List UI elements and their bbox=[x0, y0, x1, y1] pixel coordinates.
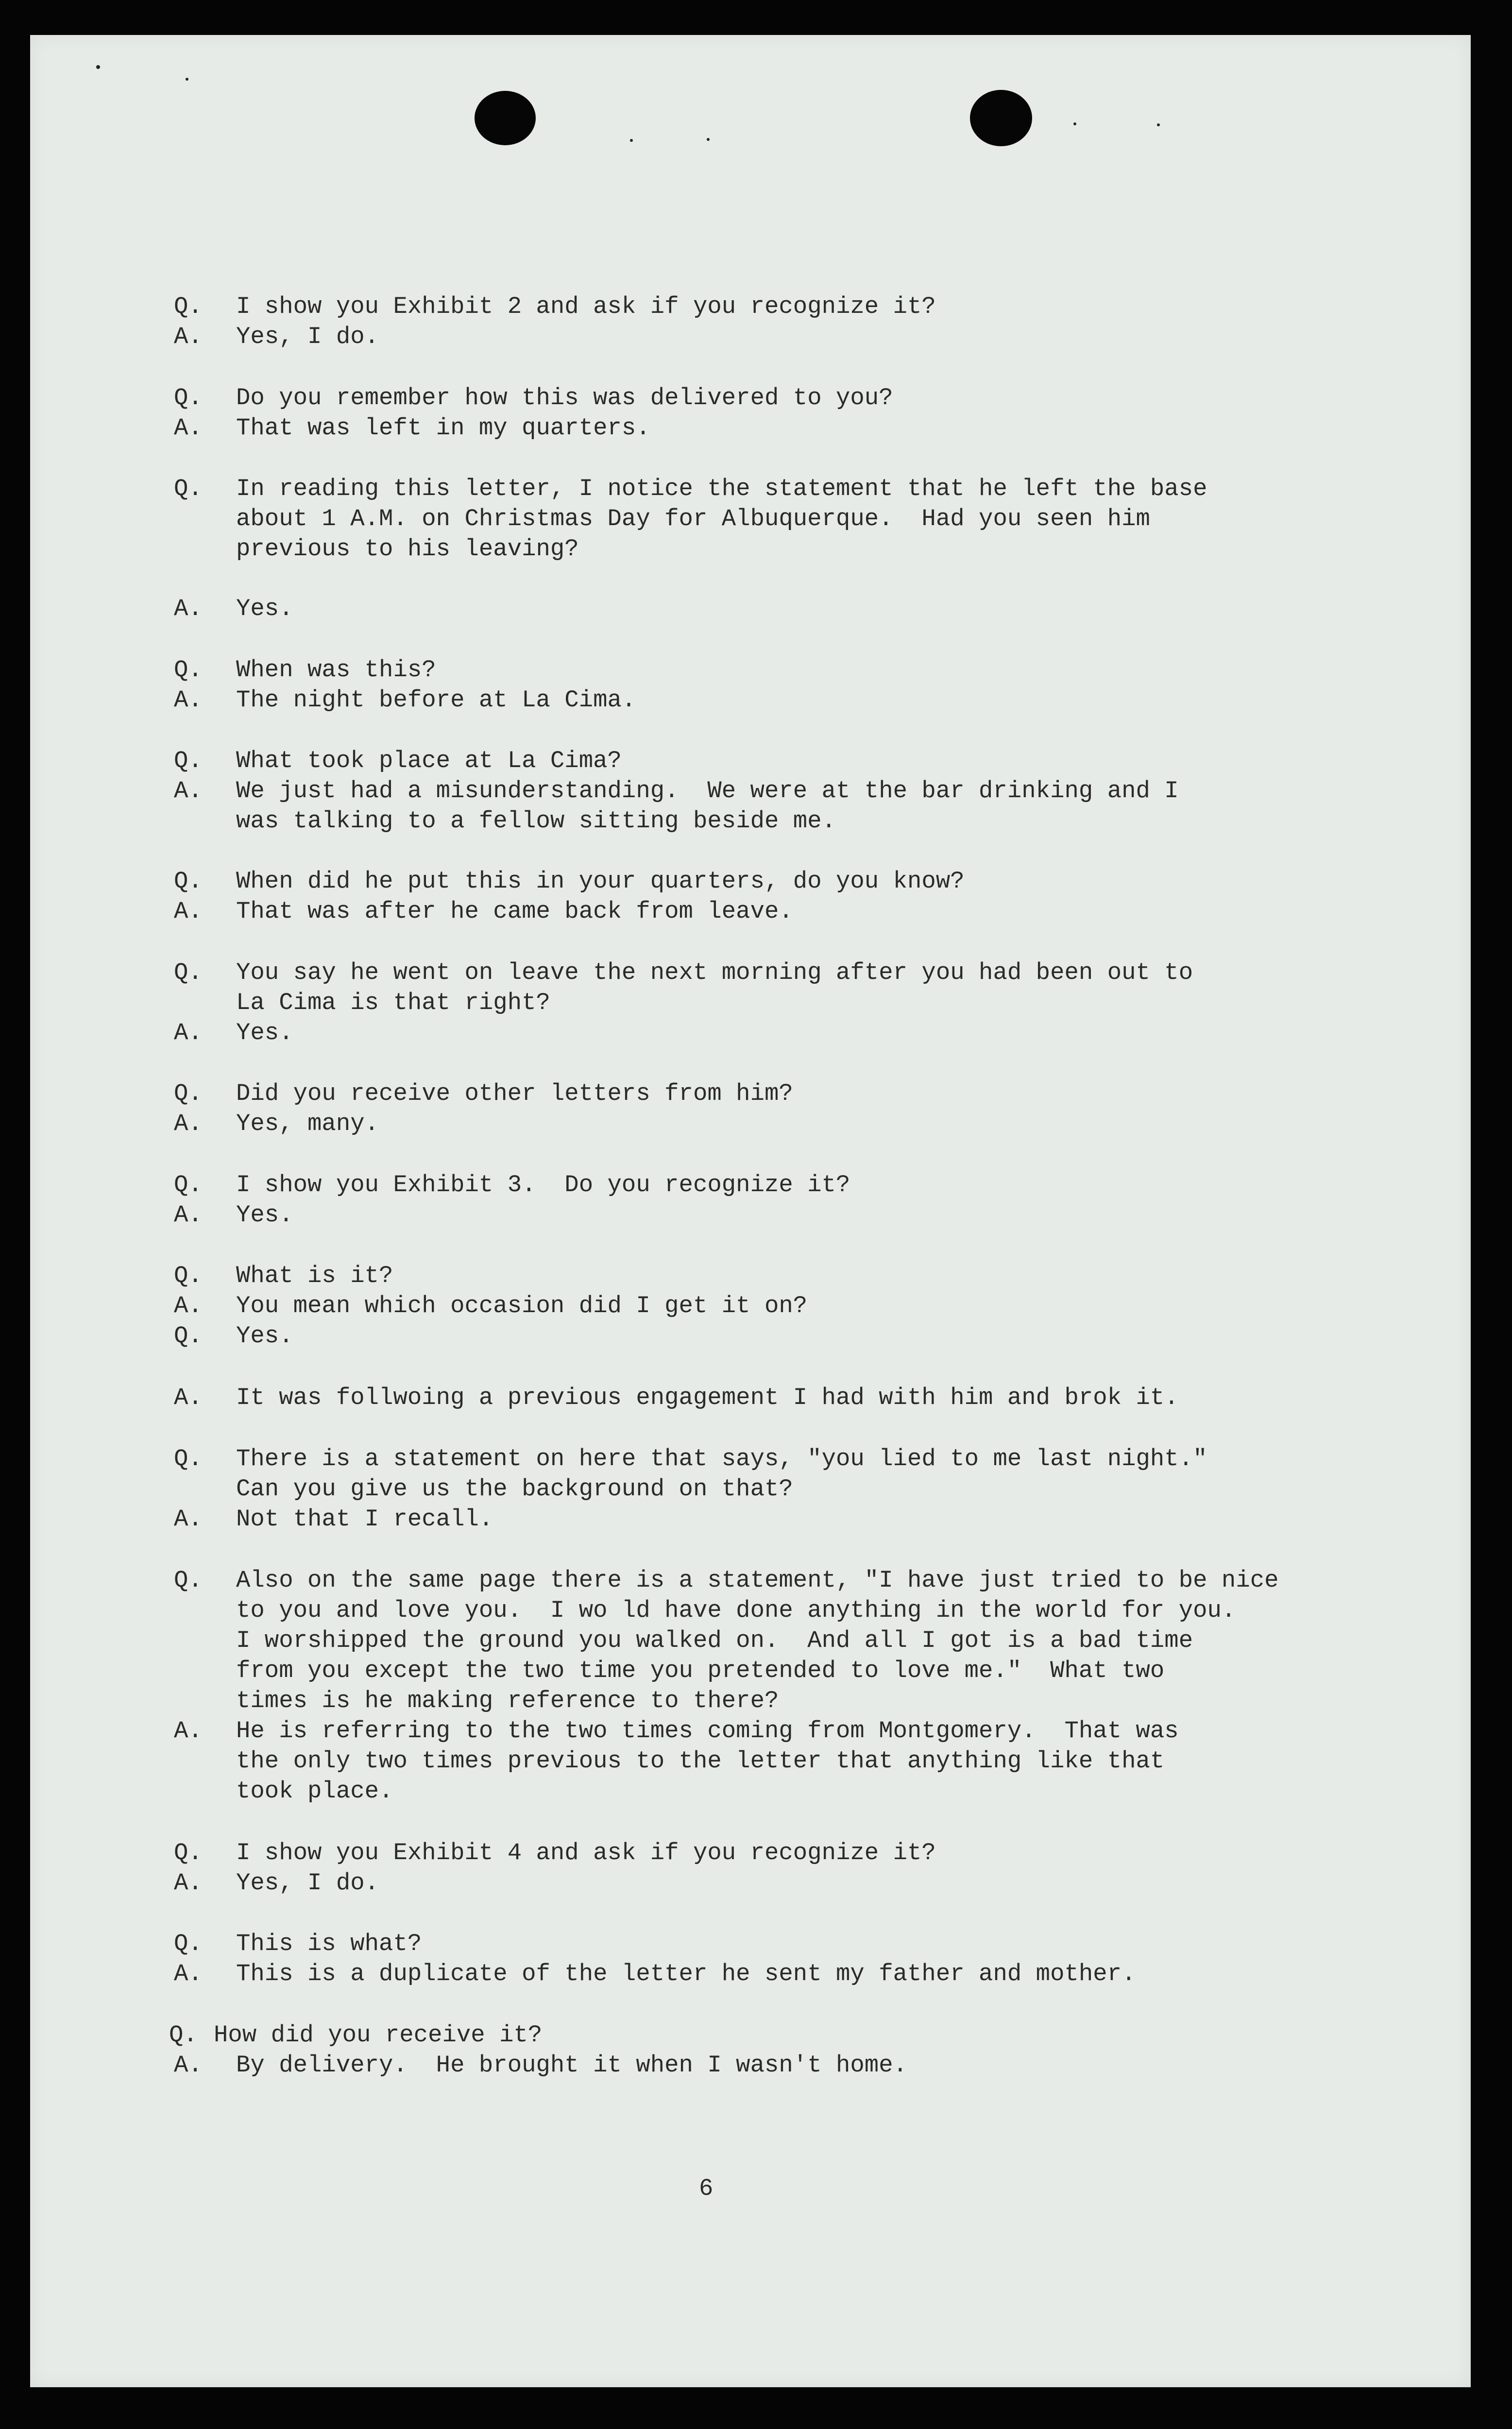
line-text: That was after he came back from leave. bbox=[236, 898, 793, 925]
line-text: Yes. bbox=[236, 1322, 293, 1350]
transcript-line bbox=[174, 1321, 293, 1351]
line-marker: Q. bbox=[174, 1262, 203, 1289]
transcript-line bbox=[174, 776, 1179, 806]
line-marker: A. bbox=[174, 777, 203, 804]
line-marker: Q. bbox=[174, 1445, 203, 1472]
line-marker: Q. bbox=[169, 2021, 198, 2049]
line-text: Did you receive other letters from him? bbox=[236, 1080, 793, 1107]
line-marker: A. bbox=[174, 1292, 203, 1319]
line-marker: A. bbox=[174, 1019, 203, 1046]
line-text: What took place at La Cima? bbox=[236, 747, 622, 774]
line-marker: A. bbox=[174, 1717, 203, 1745]
line-marker: A. bbox=[174, 1960, 203, 1987]
line-text: from you except the two time you pretended to love me." What two bbox=[236, 1657, 1165, 1684]
line-text: It was follwoing a previous engagement I had with him and brok it. bbox=[236, 1384, 1179, 1411]
line-marker: Q. bbox=[174, 1171, 203, 1198]
line-marker: Q. bbox=[174, 868, 203, 895]
transcript-line bbox=[174, 1565, 1279, 1595]
transcript-line bbox=[174, 1444, 1207, 1474]
line-marker: A. bbox=[174, 414, 203, 442]
line-marker: A. bbox=[174, 1869, 203, 1897]
transcript-line bbox=[174, 1200, 293, 1230]
transcript-line bbox=[174, 1170, 850, 1200]
line-marker: Q. bbox=[174, 384, 203, 411]
line-marker: Q. bbox=[174, 1839, 203, 1866]
line-text: Yes, I do. bbox=[236, 323, 379, 350]
line-text: I show you Exhibit 4 and ask if you recognize it? bbox=[236, 1839, 936, 1866]
line-text: to you and love you. I wo ld have done anything in the world for you. bbox=[236, 1597, 1236, 1624]
line-text: You mean which occasion did I get it on? bbox=[236, 1292, 808, 1319]
deposition-transcript bbox=[30, 35, 1471, 2387]
line-text: Do you remember how this was delivered to you? bbox=[236, 384, 893, 411]
line-marker: A. bbox=[174, 898, 203, 925]
line-marker: A. bbox=[174, 686, 203, 714]
line-marker: A. bbox=[174, 323, 203, 350]
line-text: I worshipped the ground you walked on. And all I got is a bad time bbox=[236, 1627, 1193, 1654]
transcript-line bbox=[174, 866, 965, 896]
line-text: This is what? bbox=[236, 1930, 422, 1957]
transcript-line bbox=[174, 1504, 493, 1534]
line-text: This is a duplicate of the letter he sent my father and mother. bbox=[236, 1960, 1136, 1987]
line-marker: Q. bbox=[174, 1567, 203, 1594]
transcript-line bbox=[174, 1078, 793, 1109]
transcript-line bbox=[174, 1018, 293, 1048]
line-marker: Q. bbox=[174, 1322, 203, 1350]
line-text: Can you give us the background on that? bbox=[236, 1475, 793, 1503]
line-marker: Q. bbox=[174, 475, 203, 502]
line-text: The night before at La Cima. bbox=[236, 686, 636, 714]
transcript-line bbox=[174, 291, 936, 322]
transcript-line bbox=[174, 1929, 422, 1959]
line-marker: A. bbox=[174, 1110, 203, 1137]
line-text: I show you Exhibit 3. Do you recognize it? bbox=[236, 1171, 850, 1198]
line-text: Yes, many. bbox=[236, 1110, 379, 1137]
line-text: We just had a misunderstanding. We were at the bar drinking and I bbox=[236, 777, 1179, 804]
line-text: What is it? bbox=[236, 1262, 393, 1289]
line-text: When was this? bbox=[236, 656, 436, 684]
line-marker: A. bbox=[174, 1201, 203, 1229]
line-text: Also on the same page there is a statement, "I have just tried to be nice bbox=[236, 1567, 1279, 1594]
line-marker: A. bbox=[174, 1505, 203, 1533]
line-text: I show you Exhibit 2 and ask if you recognize it? bbox=[236, 293, 936, 320]
line-text: La Cima is that right? bbox=[236, 989, 550, 1016]
transcript-line bbox=[174, 594, 293, 624]
transcript-line bbox=[174, 1868, 379, 1898]
line-text: Not that I recall. bbox=[236, 1505, 493, 1533]
line-text: How did you receive it? bbox=[214, 2021, 543, 2049]
transcript-line bbox=[174, 1383, 1179, 1413]
transcript-line bbox=[174, 1959, 1136, 1989]
line-text: When did he put this in your quarters, do you know? bbox=[236, 868, 965, 895]
line-text: By delivery. He brought it when I wasn't home. bbox=[236, 2052, 908, 2079]
transcript-line bbox=[174, 474, 1207, 504]
transcript-line bbox=[174, 958, 1193, 988]
line-marker: Q. bbox=[174, 747, 203, 774]
line-marker: Q. bbox=[174, 1080, 203, 1107]
transcript-line bbox=[174, 1109, 379, 1139]
transcript-line bbox=[174, 383, 893, 413]
transcript-line bbox=[174, 322, 379, 352]
line-marker: A. bbox=[174, 595, 203, 622]
transcript-line bbox=[174, 2050, 908, 2080]
line-text: the only two times previous to the letter that anything like that bbox=[236, 1747, 1165, 1775]
line-text: Yes. bbox=[236, 595, 293, 622]
transcript-line bbox=[174, 413, 650, 443]
transcript-line bbox=[174, 1716, 1179, 1746]
transcript-line bbox=[174, 1291, 808, 1321]
line-text: about 1 A.M. on Christmas Day for Albuquerque. Had you seen him bbox=[236, 505, 1150, 532]
line-marker: A. bbox=[174, 1384, 203, 1411]
transcript-line bbox=[174, 746, 622, 776]
line-marker: Q. bbox=[174, 293, 203, 320]
line-text: Yes, I do. bbox=[236, 1869, 379, 1897]
line-text: You say he went on leave the next morning after you had been out to bbox=[236, 959, 1193, 986]
line-marker: A. bbox=[174, 2052, 203, 2079]
transcript-line bbox=[174, 1261, 393, 1291]
line-text: In reading this letter, I notice the statement that he left the base bbox=[236, 475, 1207, 502]
line-text: Yes. bbox=[236, 1019, 293, 1046]
transcript-line bbox=[174, 896, 793, 926]
transcript-line bbox=[174, 1838, 936, 1868]
document-page bbox=[30, 35, 1471, 2387]
line-text: was talking to a fellow sitting beside me. bbox=[236, 807, 836, 835]
transcript-line bbox=[174, 685, 636, 715]
transcript-line bbox=[169, 2020, 543, 2050]
transcript-line bbox=[174, 655, 436, 685]
line-text: There is a statement on here that says, "you lied to me last night." bbox=[236, 1445, 1207, 1472]
line-text: Yes. bbox=[236, 1201, 293, 1229]
line-text: That was left in my quarters. bbox=[236, 414, 650, 442]
line-text: previous to his leaving? bbox=[236, 535, 579, 563]
line-marker: Q. bbox=[174, 959, 203, 986]
line-marker: Q. bbox=[174, 656, 203, 684]
line-text: took place. bbox=[236, 1778, 393, 1805]
line-text: times is he making reference to there? bbox=[236, 1687, 779, 1714]
line-text: He is referring to the two times coming from Montgomery. That was bbox=[236, 1717, 1179, 1745]
line-marker: Q. bbox=[174, 1930, 203, 1957]
page-number: 6 bbox=[699, 2175, 714, 2202]
